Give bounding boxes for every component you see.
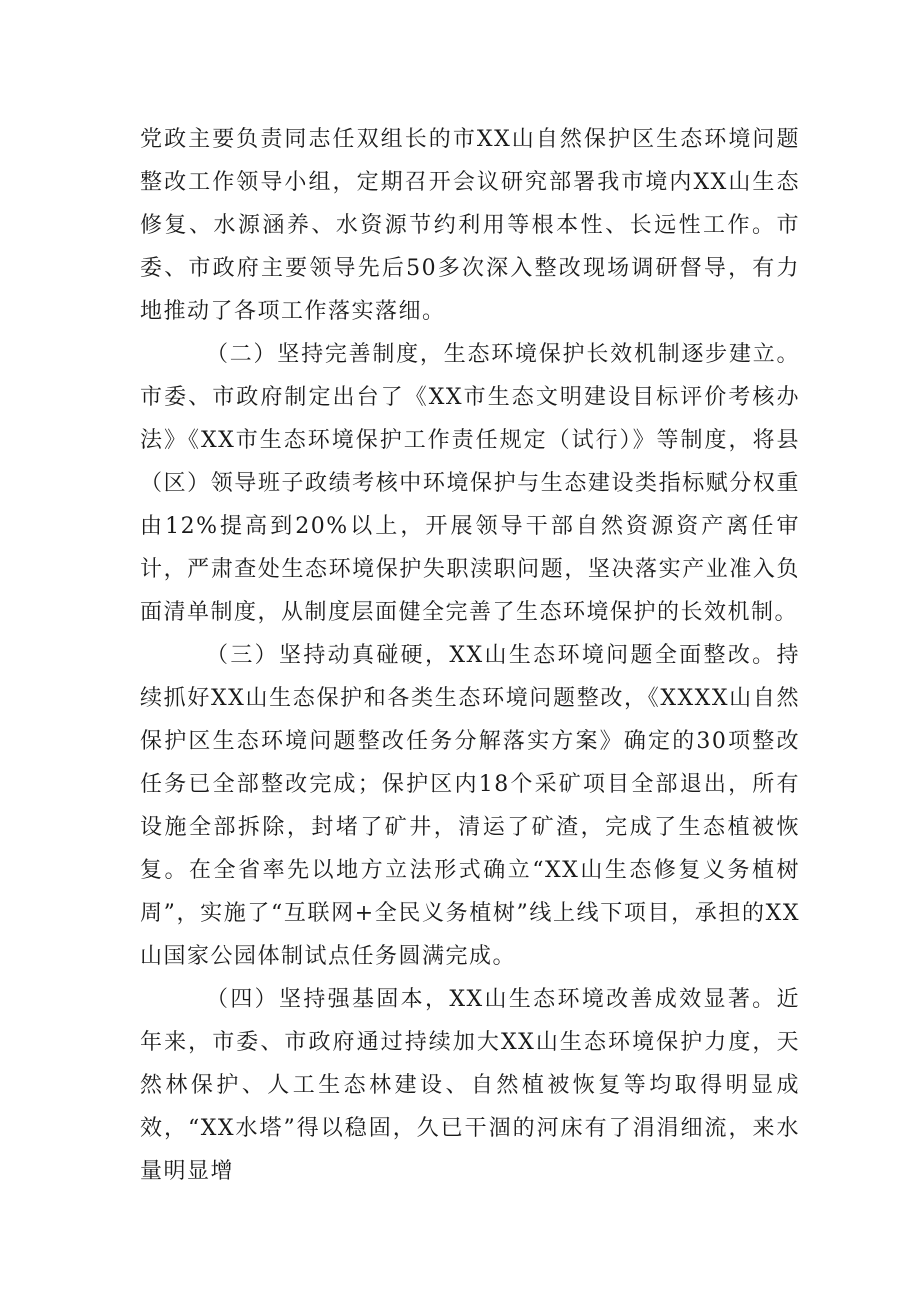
document-body [140, 118, 800, 1193]
paragraph-4: （四）坚持强基固本，XX山生态环境改善成效显著。近年来，市委、市政府通过持续加大XX山生态环境保护力度，天然林保护、人工生态林建设、自然植被恢复等均取得明显成效，“XX水塔”得以稳固，久已干涸的河床有了涓涓细流，来水量明显增 [140, 987, 800, 1184]
paragraph-3: （三）坚持动真碰硬，XX山生态环境问题全面整改。持续抓好XX山生态保护和各类生态环境问题整改，《XXXX山自然保护区生态环境问题整改任务分解落实方案》确定的30项整改任务已全部整改完成；保护区内18个采矿项目全部退出，所有设施全部拆除，封堵了矿井，清运了矿渣，完成了生态植被恢复。在全省率先以地方立法形式确立“XX山生态修复义务植树周”，实施了“互联网+全民义务植树”线上线下项目，承担的XX山国家公园体制试点任务圆满完成。 [140, 643, 800, 969]
paragraph-1: 党政主要负责同志任双组长的市XX山自然保护区生态环境问题整改工作领导小组，定期召开会议研究部署我市境内XX山生态修复、水源涵养、水资源节约利用等根本性、长远性工作。市委、市政府主要领导先后50多次深入整改现场调研督导，有力地推动了各项工作落实落细。 [140, 127, 800, 324]
paragraph-2: （二）坚持完善制度，生态环境保护长效机制逐步建立。市委、市政府制定出台了《XX市生态文明建设目标评价考核办法》《XX市生态环境保护工作责任规定（试行）》等制度，将县（区）领导班子政绩考核中环境保护与生态建设类指标赋分权重由12%提高到20%以上，开展领导干部自然资源资产离任审计，严肃查处生态环境保护失职渎职问题，坚决落实产业准入负面清单制度，从制度层面健全完善了生态环境保护的长效机制。 [140, 342, 800, 625]
